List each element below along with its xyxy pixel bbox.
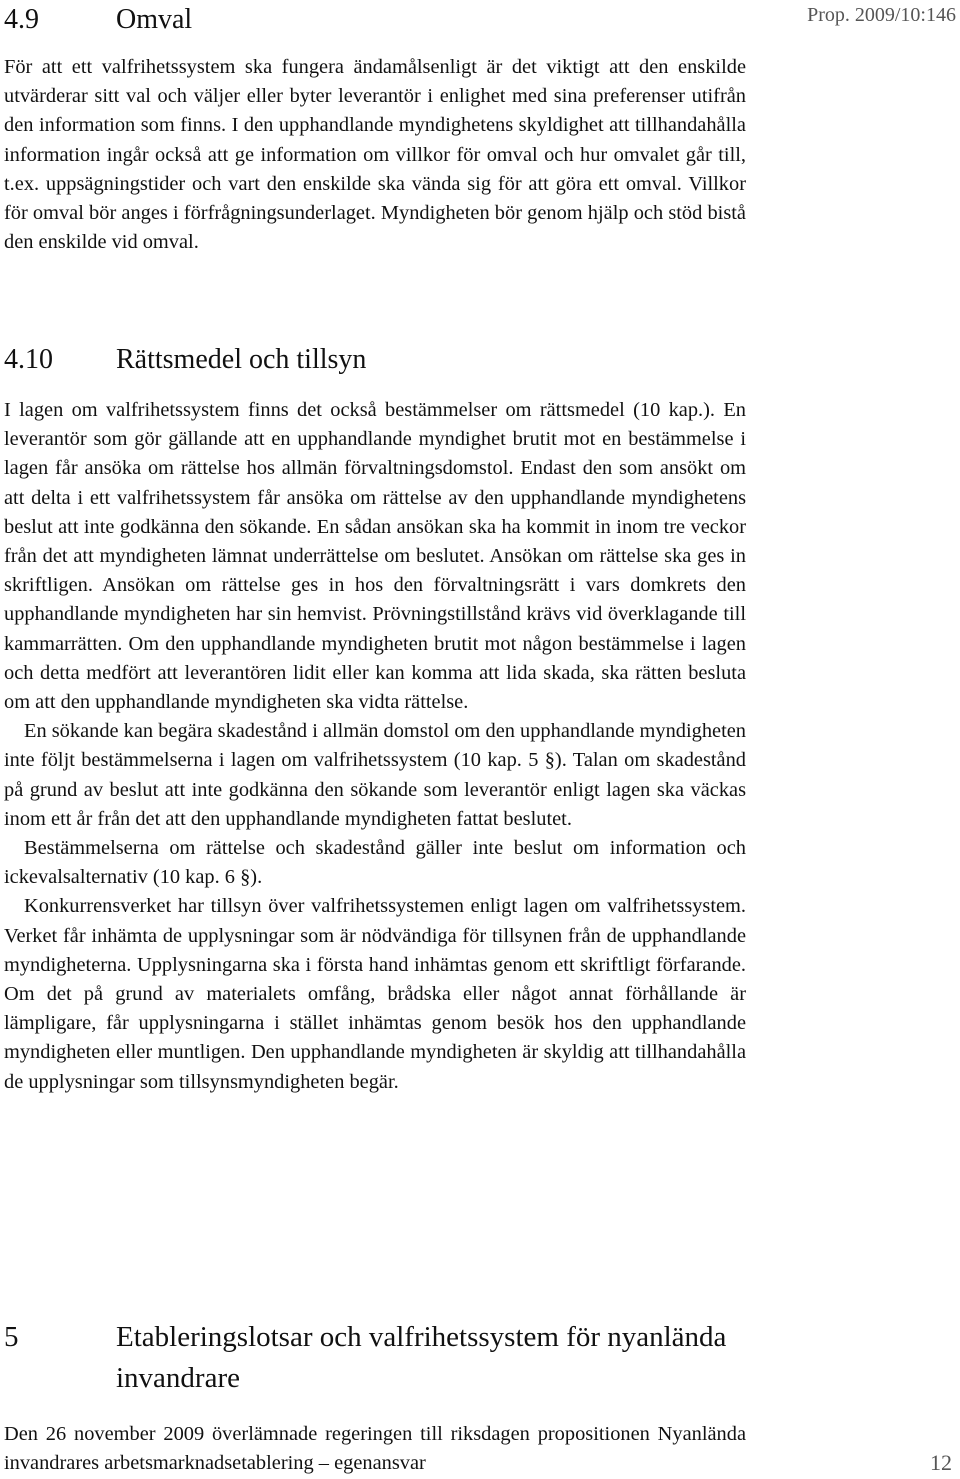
paragraph: Den 26 november 2009 överlämnade regeringen till riksdagen propositionen Nyanlända invandrares arbetsmarknadsetablering – egenansvar <box>4 1423 746 1475</box>
chapter-number: 5 <box>4 1321 19 1353</box>
section-title: Omval <box>116 4 193 35</box>
paragraph: Konkurrensverket har tillsyn över valfrihetssystemen enligt lagen om valfrihetssystem. Verket får inhämta de upplysningar som är nödvändiga för tillsynen från de upphandlande myndigheterna. Upplysningarna ska i första hand inhämtas genom ett skriftligt förfarande. Om det på grund av materialets omfång, brådska eller något annat förhållande är lämpligare, får upplysningarna i stället inhämtas genom besök hos den upphandlande myndigheten eller muntligen. Den upphandlande myndigheten är skyldig att tillhandahålla de upplysningar som tillsynsmyndigheten begär. <box>4 895 746 1093</box>
paragraph: Bestämmelserna om rättelse och skadestånd gäller inte beslut om information och ickevalsalternativ (10 kap. 6 §). <box>4 837 746 889</box>
section-body-4-10 <box>4 396 746 1097</box>
paragraph: I lagen om valfrihetssystem finns det också bestämmelser om rättsmedel (10 kap.). En leverantör som gör gällande att en upphandlande myndighet brutit mot en bestämmelse i lagen får ansöka om rättelse hos allmän förvaltningsdomstol. Endast den som ansökt om att delta i ett valfrihetssystem får ansöka om rättelse av den upphandlande myndighetens beslut att inte godkänna den sökande. En sådan ansökan ska ha kommit in inom tre veckor från det att myndigheten lämnat underrättelse om beslutet. Ansökan om rättelse ska ges in skriftligen. Ansökan om rättelse ges in hos den förvaltningsrätt i vars domkrets den upphandlande myndigheten har sin hemvist. Prövningstillstånd krävs vid överklagande till kammarrätten. Om den upphandlande myndigheten brutit mot någon bestämmelse i lagen och detta medfört att leverantören lidit eller kan komma att lida skada, ska rätten besluta om att den upphandlande myndigheten ska vidta rättelse. <box>4 399 746 714</box>
section-body-4-9 <box>4 53 746 257</box>
section-number: 4.10 <box>4 344 53 375</box>
proposition-reference: Prop. 2009/10:146 <box>807 4 956 26</box>
paragraph: För att ett valfrihetssystem ska fungera ändamålsenligt är det viktigt att den enskilde utvärderar sitt val och väljer eller byter leverantör i enlighet med sina preferenser utifrån den information som finns. I den upphandlande myndighetens skyldighet att tillhandahålla information ingår också att ge information om villkor för omval och hur omvalet går till, t.ex. uppsägningstider och vart den enskilde ska vända sig för att göra ett omval. Villkor för omval bör anges i förfrågningsunderlaget. Myndigheten bör genom hjälp och stöd bistå den enskilde vid omval. <box>4 56 746 254</box>
section-number: 4.9 <box>4 4 39 35</box>
chapter-title: Etableringslotsar och valfrihetssystem för nyanlända invandrare <box>116 1321 727 1394</box>
page-number: 12 <box>930 1450 952 1475</box>
section-title: Rättsmedel och tillsyn <box>116 344 367 375</box>
paragraph: En sökande kan begära skadestånd i allmän domstol om den upphandlande myndigheten inte följt bestämmelserna i lagen om valfrihetssystem (10 kap. 5 §). Talan om skadestånd på grund av beslut att inte godkänna den sökande som leverantör enligt lagen ska väckas inom ett år från det att den upphandlande myndigheten fattat beslutet. <box>4 720 746 830</box>
chapter-body-5 <box>4 1420 746 1478</box>
